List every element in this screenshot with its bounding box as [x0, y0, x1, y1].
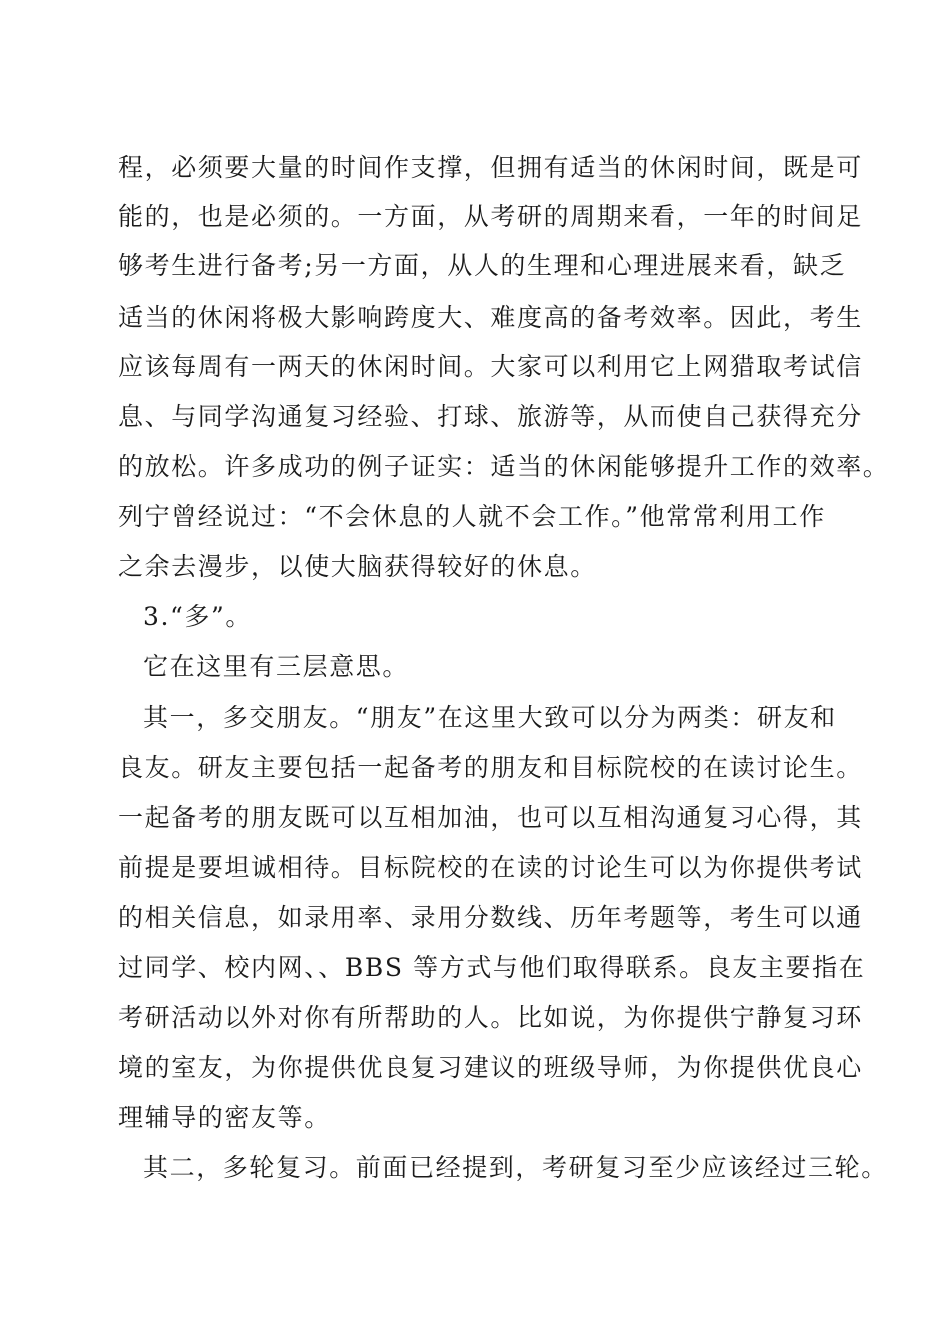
- text-line: 应该每周有一两天的休闲时间。大家可以利用它上网猎取考试信: [118, 352, 863, 381]
- text-line: 其一，多交朋友。“朋友”在这里大致可以分为两类：研友和: [143, 703, 837, 732]
- text-line: 考研活动以外对你有所帮助的人。比如说，为你提供宁静复习环: [118, 1003, 863, 1032]
- text-line: 息、与同学沟通复习经验、打球、旅游等，从而使自己获得充分: [118, 402, 863, 431]
- text-line: 前提是要坦诚相待。目标院校的在读的讨论生可以为你提供考试: [118, 853, 863, 882]
- text-line: 的放松。许多成功的例子证实：适当的休闲能够提升工作的效率。: [118, 452, 890, 481]
- text-line: 之余去漫步，以使大脑获得较好的休息。: [118, 552, 597, 581]
- text-line: 程，必须要大量的时间作支撑，但拥有适当的休闲时间，既是可: [118, 153, 863, 182]
- text-line: 其二，多轮复习。前面已经提到，考研复习至少应该经过三轮。: [143, 1153, 888, 1182]
- section-heading: 3.“多”。: [143, 602, 253, 631]
- text-line: 适当的休闲将极大影响跨度大、难度高的备考效率。因此，考生: [118, 303, 863, 332]
- text-line: 能的，也是必须的。一方面，从考研的周期来看，一年的时间足: [118, 202, 863, 231]
- text-line: 过同学、校内网、、BBS 等方式与他们取得联系。良友主要指在: [118, 953, 866, 982]
- text-line: 够考生进行备考;另一方面，从人的生理和心理进展来看，缺乏: [118, 251, 847, 280]
- text-line: 一起备考的朋友既可以互相加油，也可以互相沟通复习心得，其: [118, 803, 863, 832]
- text-line: 它在这里有三层意思。: [143, 652, 410, 681]
- text-line: 良友。研友主要包括一起备考的朋友和目标院校的在读讨论生。: [118, 753, 863, 782]
- text-line: 境的室友，为你提供优良复习建议的班级导师，为你提供优良心: [118, 1053, 863, 1082]
- text-line: 理辅导的密友等。: [118, 1103, 331, 1132]
- text-line: 列宁曾经说过：“不会休息的人就不会工作。”他常常利用工作: [118, 502, 826, 531]
- text-line: 的相关信息，如录用率、录用分数线、历年考题等，考生可以通: [118, 903, 863, 932]
